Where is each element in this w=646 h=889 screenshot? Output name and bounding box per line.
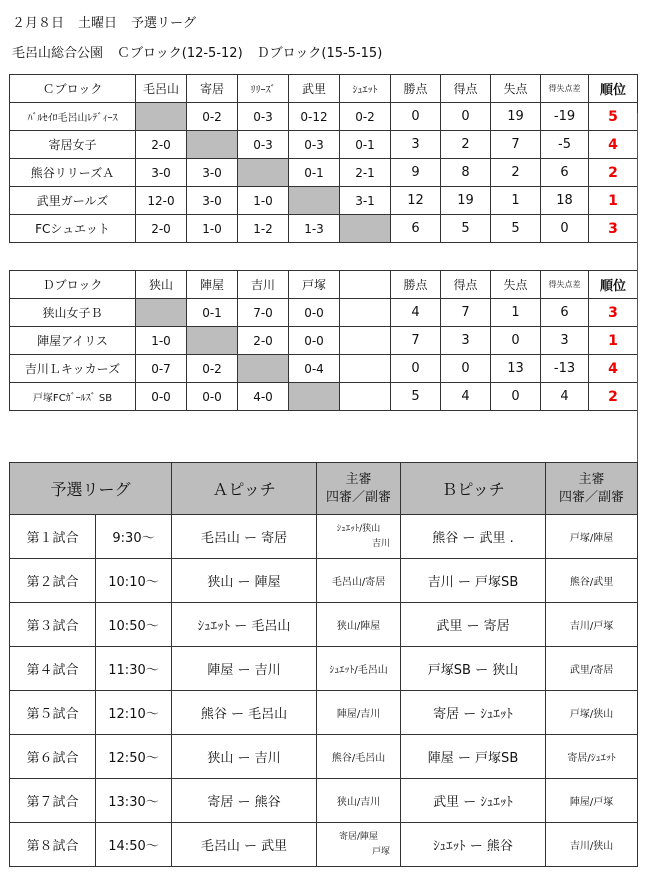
match-row — [10, 823, 638, 867]
match-result: 3-0 — [187, 187, 238, 215]
match-result: 0-7 — [136, 355, 187, 383]
b-pitch-referee: 寄居/ｼｭｴｯﾄ — [546, 735, 638, 779]
match-result: 3-1 — [340, 187, 391, 215]
ref-line1: 主審 — [345, 471, 372, 487]
empty-cell — [340, 355, 391, 383]
match-result: 3-0 — [136, 159, 187, 187]
b-pitch-referee: 吉川/戸塚 — [546, 603, 638, 647]
match-result: 2-0 — [136, 131, 187, 159]
match-row — [10, 647, 638, 691]
stat-header: 勝点 — [391, 271, 441, 299]
team-name: 狭山女子Ｂ — [10, 299, 136, 327]
match-result — [187, 327, 238, 355]
match-result: 3-0 — [187, 159, 238, 187]
a-pitch-header: Ａピッチ — [172, 463, 317, 515]
d-block-info: Ｄブロック(15-5-15) — [256, 46, 383, 61]
stat-header: 勝点 — [391, 75, 441, 103]
team-row — [10, 215, 638, 243]
team-row — [10, 103, 638, 131]
stat-points: 0 — [391, 355, 441, 383]
match-result: 0-0 — [289, 299, 340, 327]
a-pitch-match: ｼｭｴｯﾄ ー 毛呂山 — [172, 603, 317, 647]
opponent-header: 武里 — [289, 75, 340, 103]
team-row — [10, 355, 638, 383]
stat-gd: 6 — [541, 299, 589, 327]
match-result — [187, 131, 238, 159]
b-pitch-header: Ｂピッチ — [401, 463, 546, 515]
stat-ga: 7 — [491, 131, 541, 159]
match-row — [10, 691, 638, 735]
match-result — [238, 159, 289, 187]
match-result — [289, 383, 340, 411]
match-result: 0-3 — [238, 103, 289, 131]
stat-gf: 19 — [441, 187, 491, 215]
match-number: 第１試合 — [10, 515, 96, 559]
b-pitch-match: 武里 ー ｼｭｴｯﾄ — [401, 779, 546, 823]
a-pitch-match: 熊谷 ー 毛呂山 — [172, 691, 317, 735]
b-pitch-match: 吉川 ー 戸塚SB — [401, 559, 546, 603]
team-name: 吉川Ｌキッカーズ — [10, 355, 136, 383]
rank: 3 — [589, 215, 638, 243]
match-result: 1-2 — [238, 215, 289, 243]
team-row — [10, 327, 638, 355]
stat-ga: 2 — [491, 159, 541, 187]
match-result — [340, 215, 391, 243]
b-pitch-referee: 武里/寄居 — [546, 647, 638, 691]
match-result — [136, 103, 187, 131]
match-result: 0-0 — [136, 383, 187, 411]
match-row — [10, 603, 638, 647]
match-result: 7-0 — [238, 299, 289, 327]
c-block-table — [9, 74, 638, 243]
match-result: 0-2 — [187, 355, 238, 383]
match-result: 1-0 — [238, 187, 289, 215]
empty-header — [340, 271, 391, 299]
a-pitch-match: 狭山 ー 陣屋 — [172, 559, 317, 603]
team-name: 戸塚FCｶﾞｰﾙｽﾞ SB — [10, 383, 136, 411]
rank: 2 — [589, 159, 638, 187]
team-name: 寄居女子 — [10, 131, 136, 159]
c-block-info: Ｃブロック(12-5-12) — [117, 46, 243, 61]
b-pitch-match: 武里 ー 寄居 — [401, 603, 546, 647]
referee-main: ｼｭｴｯﾄ/毛呂山 — [329, 665, 388, 676]
a-pitch-match: 陣屋 ー 吉川 — [172, 647, 317, 691]
stat-gf: 7 — [441, 299, 491, 327]
stat-header: 失点 — [491, 271, 541, 299]
empty-cell — [340, 299, 391, 327]
stat-gf: 3 — [441, 327, 491, 355]
team-name: 熊谷リリーズＡ — [10, 159, 136, 187]
a-pitch-match: 寄居 ー 熊谷 — [172, 779, 317, 823]
match-number: 第８試合 — [10, 823, 96, 867]
match-result: 0-12 — [289, 103, 340, 131]
stat-ga: 1 — [491, 299, 541, 327]
stat-points: 7 — [391, 327, 441, 355]
empty-cell — [340, 383, 391, 411]
match-row — [10, 735, 638, 779]
match-result: 0-1 — [289, 159, 340, 187]
stat-header: 順位 — [589, 271, 638, 299]
b-pitch-match: 熊谷 ー 武里 . — [401, 515, 546, 559]
stat-header: 順位 — [589, 75, 638, 103]
match-result: 0-3 — [289, 131, 340, 159]
referee-main: 毛呂山/寄居 — [331, 577, 386, 588]
team-row — [10, 159, 638, 187]
opponent-header: 毛呂山 — [136, 75, 187, 103]
schedule-table — [9, 462, 638, 867]
match-number: 第４試合 — [10, 647, 96, 691]
opponent-header: ﾘﾘｰｽﾞ — [238, 75, 289, 103]
rank: 5 — [589, 103, 638, 131]
match-time: 12:10～ — [96, 691, 172, 735]
team-name: ﾊﾞﾙｾｲﾛ毛呂山ﾚﾃﾞｨｰｽ — [10, 103, 136, 131]
stat-gd: -5 — [541, 131, 589, 159]
opponent-header: 吉川 — [238, 271, 289, 299]
doc-title: 予選リーグ — [131, 16, 197, 31]
referee-main: ｼｭｴｯﾄ/狭山 — [336, 523, 381, 534]
match-result: 12-0 — [136, 187, 187, 215]
venue-line — [12, 42, 396, 61]
stat-points: 9 — [391, 159, 441, 187]
match-result: 2-1 — [340, 159, 391, 187]
match-time: 11:30～ — [96, 647, 172, 691]
team-name: FCシュエット — [10, 215, 136, 243]
match-result — [136, 299, 187, 327]
match-result: 2-0 — [136, 215, 187, 243]
stat-gf: 8 — [441, 159, 491, 187]
opponent-header: 狭山 — [136, 271, 187, 299]
b-pitch-referee: 熊谷/武里 — [546, 559, 638, 603]
match-time: 10:50～ — [96, 603, 172, 647]
match-result: 1-0 — [187, 215, 238, 243]
stat-points: 4 — [391, 299, 441, 327]
match-time: 9:30～ — [96, 515, 172, 559]
team-name: 陣屋アイリス — [10, 327, 136, 355]
b-pitch-referee: 戸塚/狭山 — [546, 691, 638, 735]
stat-ga: 0 — [491, 383, 541, 411]
referee-main: 狭山/陣屋 — [336, 621, 381, 632]
stat-gd: 4 — [541, 383, 589, 411]
match-result: 1-3 — [289, 215, 340, 243]
match-result: 0-0 — [187, 383, 238, 411]
match-result — [289, 187, 340, 215]
rank: 3 — [589, 299, 638, 327]
day: 土曜日 — [78, 16, 118, 31]
stat-points: 3 — [391, 131, 441, 159]
match-number: 第３試合 — [10, 603, 96, 647]
stat-ga: 5 — [491, 215, 541, 243]
stat-gd: -13 — [541, 355, 589, 383]
a-pitch-match: 狭山 ー 吉川 — [172, 735, 317, 779]
stat-ga: 1 — [491, 187, 541, 215]
stat-gf: 4 — [441, 383, 491, 411]
match-row — [10, 515, 638, 559]
margin-line — [637, 113, 638, 513]
stat-header: 得点 — [441, 271, 491, 299]
stat-ga: 13 — [491, 355, 541, 383]
stat-gd: 18 — [541, 187, 589, 215]
b-pitch-match: 寄居 ー ｼｭｴｯﾄ — [401, 691, 546, 735]
rank: 1 — [589, 327, 638, 355]
stat-points: 6 — [391, 215, 441, 243]
team-row — [10, 383, 638, 411]
referee-main: 陣屋/吉川 — [336, 709, 381, 720]
match-row — [10, 559, 638, 603]
rank: 4 — [589, 131, 638, 159]
a-pitch-referee — [317, 559, 401, 603]
match-number: 第５試合 — [10, 691, 96, 735]
a-pitch-match: 毛呂山 ー 武里 — [172, 823, 317, 867]
team-row — [10, 131, 638, 159]
stat-gd: 6 — [541, 159, 589, 187]
rank: 4 — [589, 355, 638, 383]
date-line — [12, 12, 210, 31]
stat-gd: -19 — [541, 103, 589, 131]
match-result: 1-0 — [136, 327, 187, 355]
venue: 毛呂山総合公園 — [12, 46, 104, 61]
group-header-row — [10, 75, 638, 103]
team-row — [10, 187, 638, 215]
rank: 1 — [589, 187, 638, 215]
date: ２月８日 — [12, 16, 65, 31]
stat-gf: 2 — [441, 131, 491, 159]
match-result: 4-0 — [238, 383, 289, 411]
match-time: 13:30～ — [96, 779, 172, 823]
ref-line1: 主審 — [578, 471, 605, 487]
team-name: 武里ガールズ — [10, 187, 136, 215]
match-result: 0-0 — [289, 327, 340, 355]
d-block-table — [9, 270, 638, 411]
stat-header: 失点 — [491, 75, 541, 103]
match-result — [238, 355, 289, 383]
match-time: 12:50～ — [96, 735, 172, 779]
match-time: 14:50～ — [96, 823, 172, 867]
opponent-header: 陣屋 — [187, 271, 238, 299]
match-result: 0-1 — [187, 299, 238, 327]
referee-main: 狭山/吉川 — [336, 797, 381, 808]
a-pitch-referee — [317, 647, 401, 691]
stat-points: 5 — [391, 383, 441, 411]
b-pitch-referee: 戸塚/陣屋 — [546, 515, 638, 559]
match-number: 第６試合 — [10, 735, 96, 779]
opponent-header: 寄居 — [187, 75, 238, 103]
stat-header: 得失点差 — [541, 271, 589, 299]
stat-points: 12 — [391, 187, 441, 215]
stat-points: 0 — [391, 103, 441, 131]
team-row — [10, 299, 638, 327]
schedule-header — [10, 463, 638, 515]
b-pitch-match: 陣屋 ー 戸塚SB — [401, 735, 546, 779]
a-ref-header — [317, 463, 401, 515]
stat-gf: 5 — [441, 215, 491, 243]
match-result: 2-0 — [238, 327, 289, 355]
opponent-header: ｼｭｴｯﾄ — [340, 75, 391, 103]
ref-line2: 四審／副審 — [326, 489, 392, 505]
stat-ga: 0 — [491, 327, 541, 355]
stat-gf: 0 — [441, 103, 491, 131]
b-pitch-referee: 陣屋/戸塚 — [546, 779, 638, 823]
match-result: 0-3 — [238, 131, 289, 159]
a-pitch-referee — [317, 603, 401, 647]
match-number: 第７試合 — [10, 779, 96, 823]
stat-gf: 0 — [441, 355, 491, 383]
stat-header: 得点 — [441, 75, 491, 103]
b-pitch-referee: 吉川/狭山 — [546, 823, 638, 867]
opponent-header: 戸塚 — [289, 271, 340, 299]
b-pitch-match: 戸塚SB ー 狭山 — [401, 647, 546, 691]
block-label: Ｄブロック — [10, 271, 136, 299]
match-result: 0-1 — [340, 131, 391, 159]
referee-fourth: 吉川 — [372, 538, 391, 549]
stat-ga: 19 — [491, 103, 541, 131]
referee-fourth: 戸塚 — [372, 846, 391, 857]
referee-main: 寄居/陣屋 — [338, 831, 379, 842]
ref-line2: 四審／副審 — [559, 489, 625, 505]
a-pitch-referee — [317, 823, 401, 867]
rank: 2 — [589, 383, 638, 411]
referee-main: 熊谷/毛呂山 — [331, 753, 386, 764]
stat-gd: 3 — [541, 327, 589, 355]
a-pitch-referee — [317, 779, 401, 823]
b-ref-header — [546, 463, 638, 515]
block-label: Ｃブロック — [10, 75, 136, 103]
match-result: 0-2 — [187, 103, 238, 131]
match-result: 0-2 — [340, 103, 391, 131]
stat-header: 得失点差 — [541, 75, 589, 103]
empty-cell — [340, 327, 391, 355]
a-pitch-referee — [317, 515, 401, 559]
match-number: 第２試合 — [10, 559, 96, 603]
group-header-row — [10, 271, 638, 299]
a-pitch-match: 毛呂山 ー 寄居 — [172, 515, 317, 559]
a-pitch-referee — [317, 735, 401, 779]
match-row — [10, 779, 638, 823]
match-time: 10:10～ — [96, 559, 172, 603]
schedule-title: 予選リーグ — [10, 463, 172, 515]
b-pitch-match: ｼｭｴｯﾄ ー 熊谷 — [401, 823, 546, 867]
stat-gd: 0 — [541, 215, 589, 243]
match-result: 0-4 — [289, 355, 340, 383]
a-pitch-referee — [317, 691, 401, 735]
